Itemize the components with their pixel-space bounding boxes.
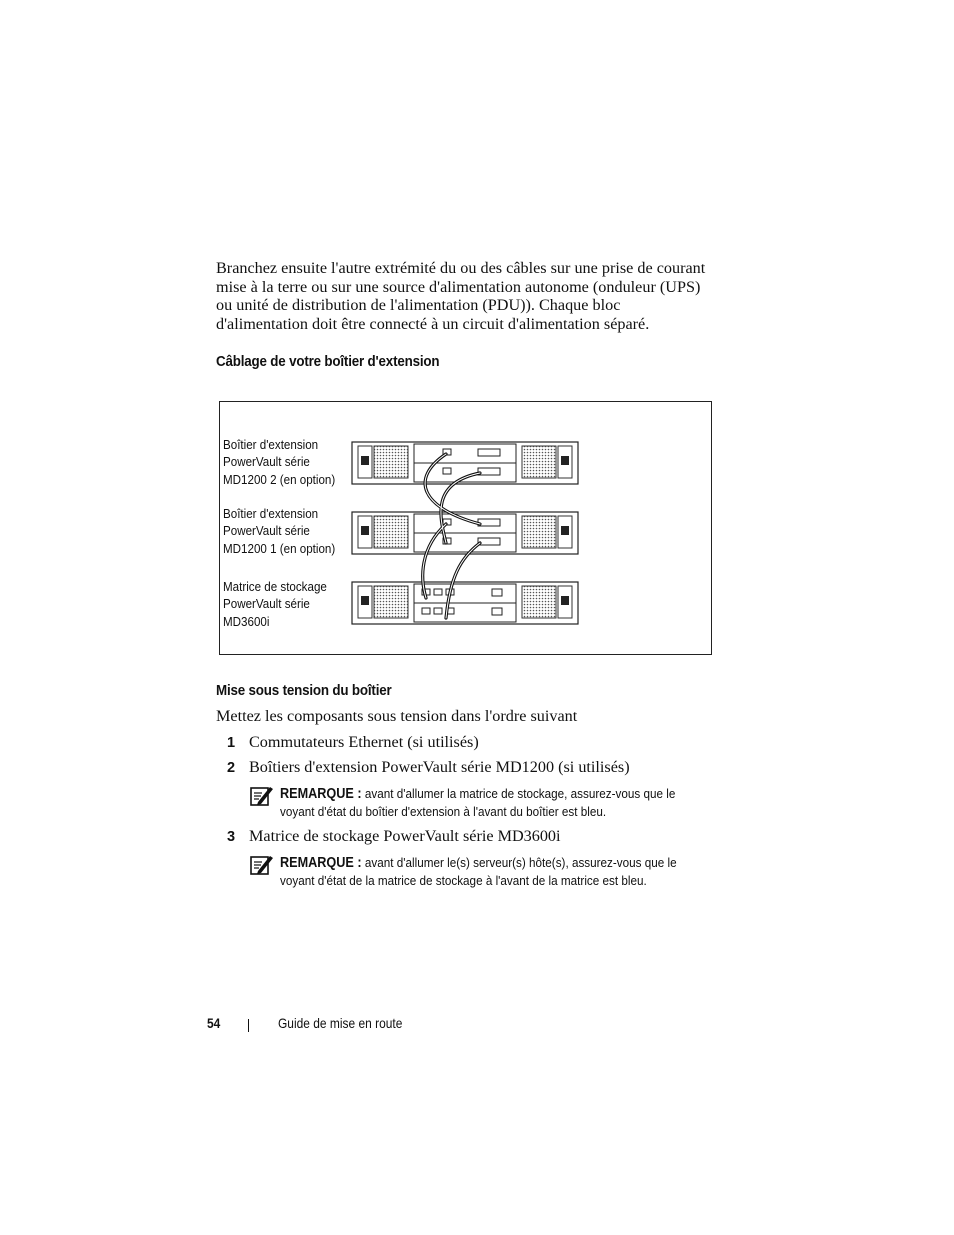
- section-heading-cabling: Câblage de votre boîtier d'extension: [216, 353, 440, 370]
- intro-line: ou unité de distribution de l'alimentation (PDU)). Chaque bloc: [216, 296, 621, 315]
- note-label: REMARQUE :: [280, 855, 362, 871]
- list-item-text: Commutateurs Ethernet (si utilisés): [249, 733, 479, 751]
- list-item-text: Matrice de stockage PowerVault série MD3600i: [249, 827, 561, 845]
- power-on-intro: Mettez les composants sous tension dans l'ordre suivant: [216, 707, 578, 725]
- page-number: 54: [207, 1016, 221, 1031]
- md3600i-chassis: [352, 582, 578, 624]
- note-text: REMARQUE : avant d'allumer le(s) serveur(s) hôte(s), assurez-vous que le voyant d'état de la matrice de stockage à l'avant de la matrice est bleu.: [280, 855, 677, 888]
- figure-label-md1200-1: Boîtier d'extension PowerVault série MD1200 1 (en option): [223, 506, 336, 556]
- cabling-figure: [219, 401, 712, 655]
- intro-paragraph: [216, 259, 716, 333]
- pencil-note-icon: [250, 854, 274, 876]
- intro-line: mise à la terre ou sur une source d'alimentation autonome (onduleur (UPS): [216, 277, 701, 296]
- enclosure-illustration: [350, 438, 582, 630]
- list-item-number: 1: [227, 735, 236, 751]
- note-label: REMARQUE :: [280, 786, 362, 802]
- section-heading-power-on: Mise sous tension du boîtier: [216, 682, 392, 699]
- note-text: REMARQUE : avant d'allumer la matrice de stockage, assurez-vous que le voyant d'état du boîtier d'extension à l'avant du boîtier est bleu.: [280, 786, 676, 819]
- intro-line: d'alimentation doit être connecté à un circuit d'alimentation séparé.: [216, 314, 650, 333]
- figure-label-md1200-2: Boîtier d'extension PowerVault série MD1200 2 (en option): [223, 437, 336, 487]
- pencil-note-icon: [250, 785, 274, 807]
- footer-title: Guide de mise en route: [278, 1016, 403, 1031]
- footer-separator: [248, 1019, 249, 1032]
- figure-label-md3600i: Matrice de stockage PowerVault série MD3600i: [223, 579, 327, 629]
- intro-line: Branchez ensuite l'autre extrémité du ou des câbles sur une prise de courant: [216, 259, 706, 277]
- list-item-text: Boîtiers d'extension PowerVault série MD1200 (si utilisés): [249, 758, 630, 776]
- list-item-number: 2: [227, 760, 236, 776]
- list-item-number: 3: [227, 829, 236, 845]
